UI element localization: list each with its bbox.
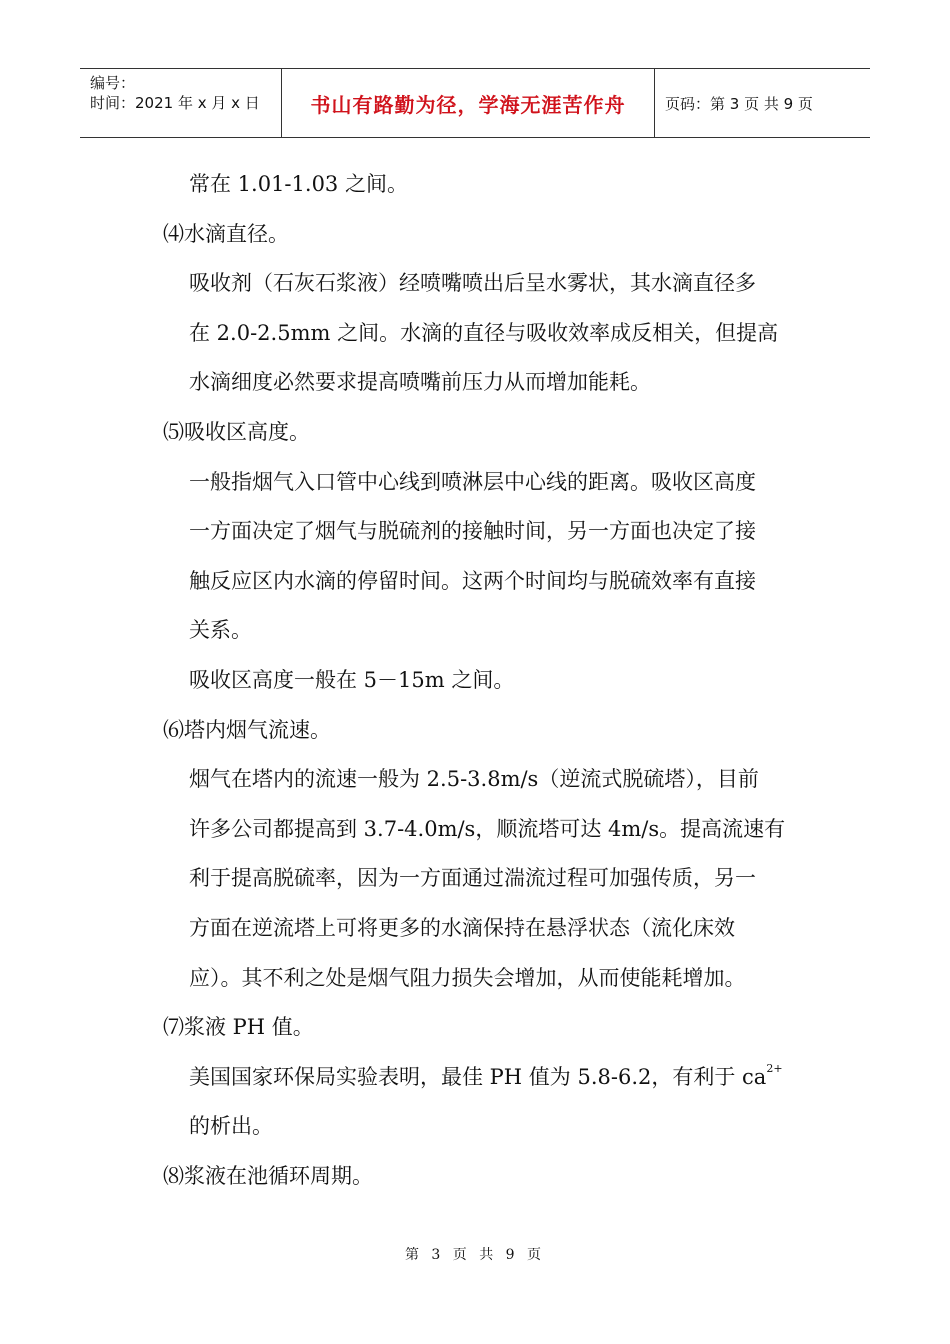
header-meta — [80, 69, 282, 137]
section-heading: ⑸吸收区高度。 — [163, 419, 310, 444]
paragraph-line-with-superscript — [163, 1053, 813, 1103]
paragraph-text: 美国国家环保局实验表明，最佳 PH 值为 5.8-6.2，有利于 ca — [189, 1064, 767, 1089]
paragraph-line: 一方面决定了烟气与脱硫剂的接触时间，另一方面也决定了接 — [189, 519, 756, 544]
section-heading: ⑺浆液 PH 值。 — [163, 1015, 314, 1040]
page-footer: 第 3 页 共 9 页 — [404, 1247, 546, 1263]
paragraph-line: 方面在逆流塔上可将更多的水滴保持在悬浮状态（流化床效 — [189, 915, 735, 940]
paragraph-line: 在 2.0-2.5mm 之间。水滴的直径与吸收效率成反相关，但提高 — [189, 320, 779, 345]
document-body — [163, 160, 813, 1201]
page-header — [80, 68, 870, 138]
paragraph-line: 触反应区内水滴的停留时间。这两个时间均与脱硫效率有直接 — [189, 568, 756, 593]
paragraph-line: 烟气在塔内的流速一般为 2.5-3.8m/s（逆流式脱硫塔），目前 — [189, 767, 759, 792]
superscript: 2+ — [766, 1061, 783, 1075]
paragraph-line: 吸收区高度一般在 5－15m 之间。 — [189, 667, 515, 692]
section-heading: ⑻浆液在池循环周期。 — [163, 1163, 373, 1188]
page-info: 页码：第 3 页 共 9 页 — [665, 94, 813, 113]
paragraph-line: 一般指烟气入口管中心线到喷淋层中心线的距离。吸收区高度 — [189, 469, 756, 494]
section-heading: ⑷水滴直径。 — [163, 221, 289, 246]
number-label: 编号： — [90, 74, 136, 92]
paragraph-line: 应）。其不利之处是烟气阻力损失会增加，从而使能耗增加。 — [189, 965, 746, 990]
paragraph-line: 的析出。 — [189, 1114, 273, 1139]
time-label: 时间：2021 年 x 月 x 日 — [90, 94, 260, 112]
paragraph-line: 吸收剂（石灰石浆液）经喷嘴喷出后呈水雾状，其水滴直径多 — [189, 271, 756, 296]
motto: 书山有路勤为径，学海无涯苦作舟 — [310, 92, 626, 117]
header-motto-cell — [282, 69, 655, 137]
paragraph-line: 利于提高脱硫率，因为一方面通过湍流过程可加强传质，另一 — [189, 866, 756, 891]
section-heading: ⑹塔内烟气流速。 — [163, 717, 331, 742]
paragraph-line: 水滴细度必然要求提高喷嘴前压力从而增加能耗。 — [189, 370, 651, 395]
paragraph-line: 许多公司都提高到 3.7-4.0m/s，顺流塔可达 4m/s。提高流速有 — [189, 816, 786, 841]
paragraph-line: 常在 1.01-1.03 之间。 — [189, 172, 408, 196]
paragraph-line: 关系。 — [189, 618, 252, 643]
